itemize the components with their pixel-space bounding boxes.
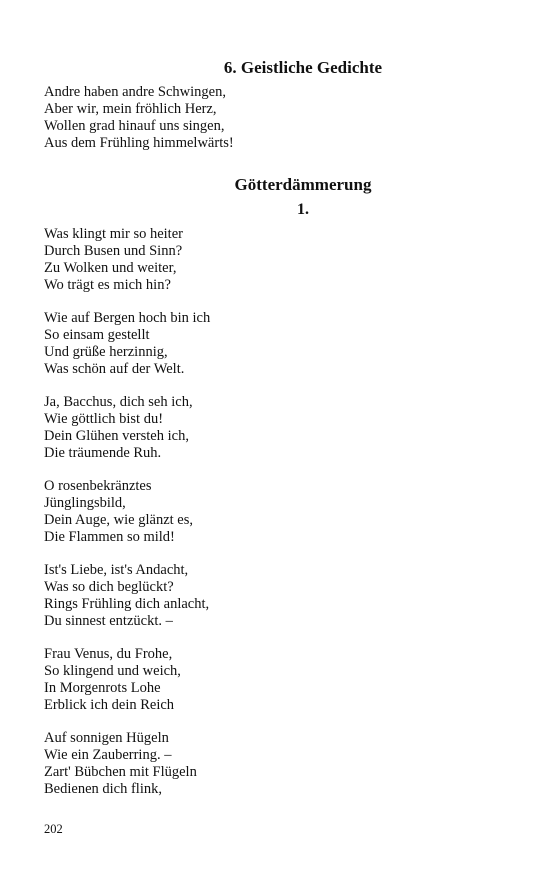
poem-line: Frau Venus, du Frohe, xyxy=(44,646,173,662)
poem-line: Die träumende Ruh. xyxy=(44,445,162,461)
poem-line: Die Flammen so mild! xyxy=(44,529,175,545)
poem-line: Bedienen dich flink, xyxy=(44,781,162,797)
poem-line: Zart' Bübchen mit Flügeln xyxy=(44,764,197,780)
poem-line: In Morgenrots Lohe xyxy=(44,680,161,696)
poem-line: Zu Wolken und weiter, xyxy=(44,260,177,276)
poem-line: Dein Auge, wie glänzt es, xyxy=(44,512,193,528)
stanza xyxy=(44,226,514,294)
poem-line: Durch Busen und Sinn? xyxy=(44,243,183,259)
poem-line: Wie göttlich bist du! xyxy=(44,411,164,427)
poem-line: Ja, Bacchus, dich seh ich, xyxy=(44,394,193,410)
stanza xyxy=(44,478,514,546)
poem-line: Aber wir, mein fröhlich Herz, xyxy=(44,101,217,117)
poem-line: Wo trägt es mich hin? xyxy=(44,277,171,293)
poem-line: Und grüße herzinnig, xyxy=(44,344,168,360)
poem-line: Aus dem Frühling himmelwärts! xyxy=(44,135,234,151)
page-content xyxy=(44,57,514,814)
poem-line: Erblick ich dein Reich xyxy=(44,697,175,713)
poem-line: Wie ein Zauberring. – xyxy=(44,747,172,763)
poem-line: Du sinnest entzückt. – xyxy=(44,613,173,629)
poem-title: Götterdämmerung xyxy=(234,175,372,194)
poem-line: Was klingt mir so heiter xyxy=(44,226,183,242)
poem-line: Andre haben andre Schwingen, xyxy=(44,84,226,100)
stanza xyxy=(44,310,514,378)
stanza xyxy=(44,730,514,798)
poem-line: Dein Glühen versteh ich, xyxy=(44,428,189,444)
poem-line: Jünglingsbild, xyxy=(44,495,126,511)
stanza xyxy=(44,394,514,462)
intro-stanza xyxy=(44,84,514,152)
poem-line: O rosenbekränztes xyxy=(44,478,152,494)
poem-line: So einsam gestellt xyxy=(44,327,150,343)
stanza xyxy=(44,646,514,714)
poem-line: Wie auf Bergen hoch bin ich xyxy=(44,310,211,326)
section-heading: 6. Geistliche Gedichte xyxy=(223,58,383,77)
poem-line: Was so dich beglückt? xyxy=(44,579,174,595)
poem-line: Was schön auf der Welt. xyxy=(44,361,185,377)
poem-number: 1. xyxy=(297,201,309,218)
stanza xyxy=(44,562,514,630)
poem-line: Wollen grad hinauf uns singen, xyxy=(44,118,225,134)
poem-line: Auf sonnigen Hügeln xyxy=(44,730,169,746)
poem-line: Ist's Liebe, ist's Andacht, xyxy=(44,562,189,578)
poem-line: Rings Frühling dich anlacht, xyxy=(44,596,210,612)
poem-line: So klingend und weich, xyxy=(44,663,181,679)
page-number: 202 xyxy=(44,822,63,836)
